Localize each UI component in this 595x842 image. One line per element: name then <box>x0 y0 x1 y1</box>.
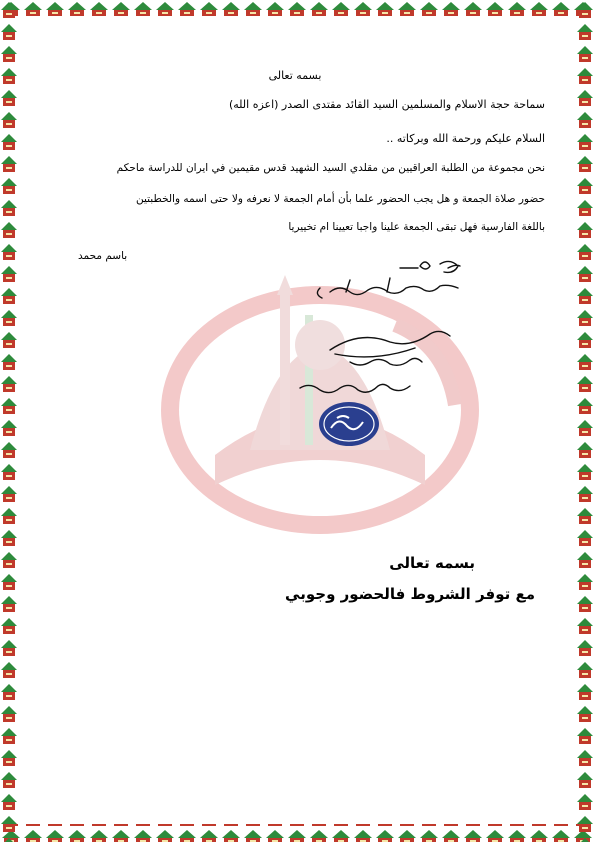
handwritten-reply <box>290 250 470 410</box>
reply-heading: بسمه تعالى <box>389 554 475 572</box>
letter-heading: بسمه تعالى <box>268 69 322 82</box>
greeting-line: السلام عليكم ورحمة الله وبركاته .. <box>386 132 545 145</box>
body-line: باللغة الفارسية فهل تبقى الجمعة علينا واجبا تعيينا ام تخييريا <box>288 221 545 233</box>
sender-signature: باسم محمد <box>78 250 128 262</box>
official-seal <box>317 400 381 448</box>
reply-text: مع توفر الشروط فالحضور وجوبي <box>285 585 535 603</box>
recipient-line: سماحة حجة الاسلام والمسلمين السيد القائد مقتدى الصدر (اعزه الله) <box>228 98 545 111</box>
body-line: نحن مجموعة من الطلبة العراقيين من مقلدي السيد الشهيد قدس مقيمين في ايران للدراسة ماحكم <box>116 162 545 174</box>
body-line: حضور صلاة الجمعة و هل يجب الحضور علما بأن أمام الجمعة لا نعرفه ولا حتى اسمه والخطبتين <box>135 193 545 205</box>
